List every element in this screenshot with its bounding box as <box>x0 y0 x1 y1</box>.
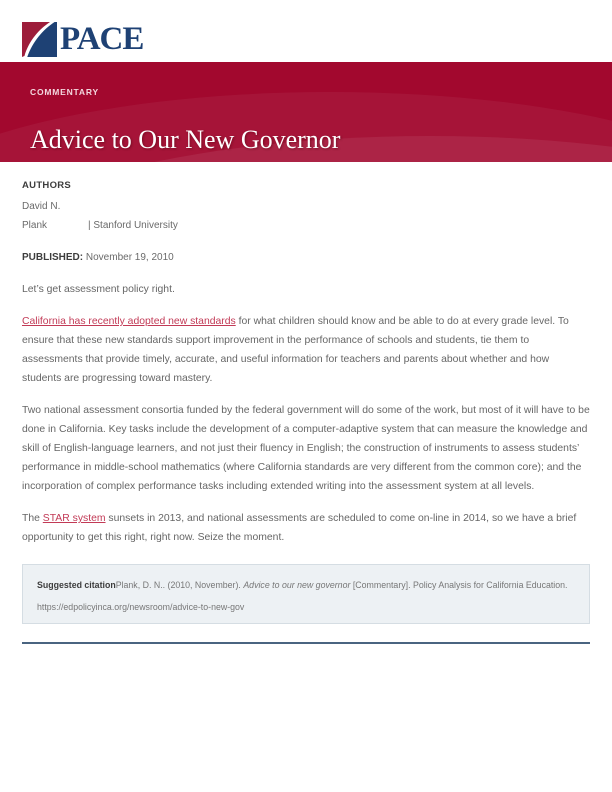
author-row <box>22 197 590 235</box>
page-title-wrap <box>30 125 340 155</box>
citation-article-title: Advice to our new governor <box>243 580 351 590</box>
author-affiliation: | Stanford University <box>88 220 178 231</box>
star-system-link[interactable]: STAR system <box>42 513 106 524</box>
published-label: PUBLISHED: <box>22 252 84 263</box>
citation-after-italic: [Commentary]. Policy Analysis for California Education. <box>350 580 568 590</box>
published-date: November 19, 2010 <box>83 252 174 263</box>
bottom-divider <box>22 642 590 644</box>
paragraph-2-text: for what children should know and be able to do at every grade level. To ensure that these new standards support improvement in the performance of schools and students, tie them to assessments that provide timely, accurate, and useful information for teachers and parents about whether and how students are progressing toward mastery. <box>22 316 569 384</box>
paragraph-4 <box>22 509 590 547</box>
pace-logo[interactable] <box>22 22 143 57</box>
paragraph-1-text: Let’s get assessment policy right. <box>22 284 175 295</box>
main-content <box>0 162 612 644</box>
author-name: David N. Plank <box>22 201 61 231</box>
citation-text <box>37 579 575 591</box>
paragraph-1 <box>22 280 590 299</box>
pace-logo-text: PACE <box>60 21 144 57</box>
citation-label: Suggested citation <box>37 580 116 590</box>
article-body <box>22 280 590 547</box>
citation-before-italic: Plank, D. N.. (2010, November). <box>115 580 244 590</box>
page-title: Advice to Our New Governor <box>30 125 341 154</box>
top-header <box>0 0 612 62</box>
published-line <box>22 252 590 263</box>
paragraph-4-text: sunsets in 2013, and national assessments are scheduled to come on-line in 2014, so we have a brief opportunity to get this right, right now. Seize the moment. <box>22 513 577 543</box>
pace-logo-icon <box>22 22 57 57</box>
suggested-citation-box <box>22 564 590 624</box>
paragraph-3 <box>22 401 590 496</box>
standards-link[interactable]: California has recently adopted new standards <box>22 316 236 327</box>
paragraph-3-text: Two national assessment consortia funded by the federal government will do some of the work, but most of it will have to be done in California. Key tasks include the development of a computer-adaptive system that can measure the knowledge and skill of English-language learners, and not just their fluency in English; the construction of instruments to assess students’ performance in middle-school mathematics (where California standards are very different from the common core); and the incorporation of complex performance tasks including extended writing into the assessment system at all levels. <box>22 405 590 492</box>
citation-url: https://edpolicyinca.org/newsroom/advice-to-new-gov <box>37 602 245 612</box>
title-banner <box>0 62 612 162</box>
paragraph-4-pre: The <box>22 513 43 524</box>
commentary-eyebrow: COMMENTARY <box>30 87 99 97</box>
authors-label: AUTHORS <box>22 180 72 191</box>
paragraph-2 <box>22 312 590 388</box>
